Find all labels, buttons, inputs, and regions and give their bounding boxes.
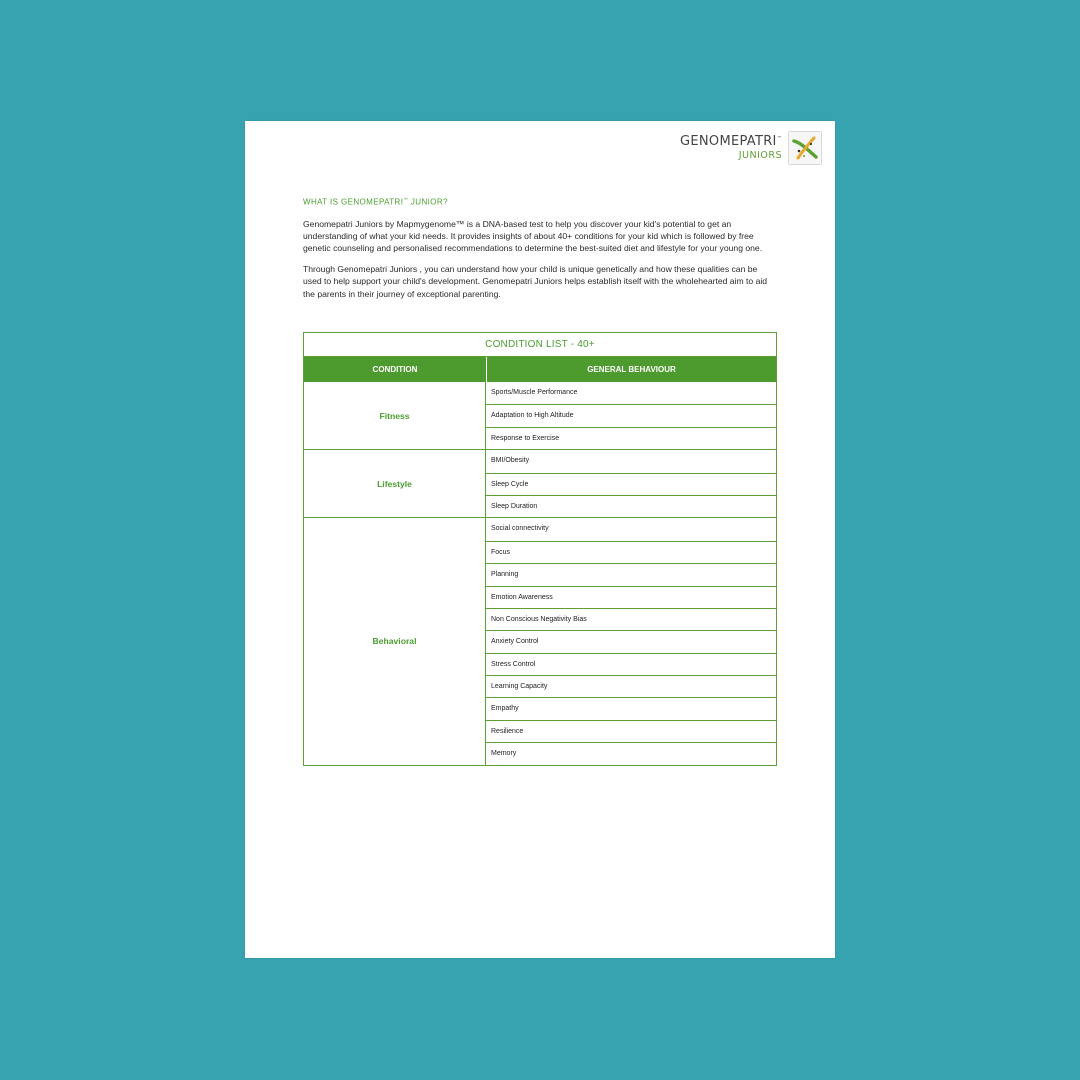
- behaviour-list: [486, 382, 776, 449]
- behaviour-cell: Planning: [486, 563, 776, 585]
- document-content: [303, 197, 777, 309]
- section-heading: WHAT IS GENOMEPATRI™ JUNIOR?: [303, 197, 448, 207]
- condition-group: [304, 449, 776, 517]
- condition-group: [304, 382, 776, 449]
- behaviour-cell: Response to Exercise: [486, 427, 776, 449]
- logo-title: GENOMEPATRI™: [680, 134, 782, 150]
- development-paragraph: Through Genomepatri Juniors , you can understand how your child is unique genetically and how these qualities can be used to help support your child's development. Genomepatri Juniors helps establish itself with the wholehearted aim to aid the parents in their journey of exceptional parenting.: [303, 264, 768, 299]
- behaviour-list: [486, 450, 776, 517]
- condition-group: [304, 517, 776, 764]
- behaviour-cell: Social connectivity: [491, 525, 549, 533]
- behaviour-cell: Empathy: [486, 697, 776, 719]
- behaviour-cell: Focus: [486, 541, 776, 563]
- document-page: [245, 121, 835, 958]
- behaviour-cell: BMI/Obesity: [491, 457, 530, 465]
- genomepatri-logo-icon: [788, 131, 822, 165]
- behaviour-list: [486, 518, 776, 764]
- behaviour-cell: Learning Capacity: [486, 675, 776, 697]
- behaviour-cell: Memory: [486, 742, 776, 764]
- behaviour-cell: Stress Control: [486, 653, 776, 675]
- condition-cell: Lifestyle: [304, 450, 486, 517]
- column-header-general-behaviour: GENERAL BEHAVIOUR: [587, 365, 676, 374]
- behaviour-cell: Sports/Muscle Performance: [491, 389, 578, 396]
- table-title: CONDITION LIST - 40+: [304, 333, 776, 357]
- condition-cell: Behavioral: [304, 518, 486, 764]
- intro-paragraph: Genomepatri Juniors by Mapmygenome™ is a DNA-based test to help you discover your kid's potential to get an understanding of what your kid needs. It provides insights of about 40+ conditions for your kid which is followed by free genetic counseling and personalised recommendations to determine the best-suited diet and lifestyle for your young one.: [303, 218, 763, 254]
- logo-subtitle: JUNIORS: [738, 150, 782, 162]
- behaviour-cell: Resilience: [486, 720, 776, 742]
- behaviour-cell: Sleep Cycle: [486, 473, 776, 495]
- behaviour-cell: Sleep Duration: [486, 495, 776, 517]
- behaviour-cell: Adaptation to High Altitude: [486, 404, 776, 426]
- condition-cell: Fitness: [304, 382, 486, 449]
- behaviour-cell: Anxiety Control: [486, 630, 776, 652]
- table-body: [304, 382, 776, 765]
- logo-trademark: ™: [776, 135, 782, 142]
- behaviour-cell: Non Conscious Negativity Bias: [486, 608, 776, 630]
- condition-table: [303, 332, 777, 766]
- genomepatri-logo: [680, 131, 822, 165]
- column-header-condition: CONDITION: [304, 357, 487, 382]
- table-header-row: [304, 357, 776, 382]
- heading-trademark: ™: [403, 197, 409, 202]
- behaviour-cell: Emotion Awareness: [486, 586, 776, 608]
